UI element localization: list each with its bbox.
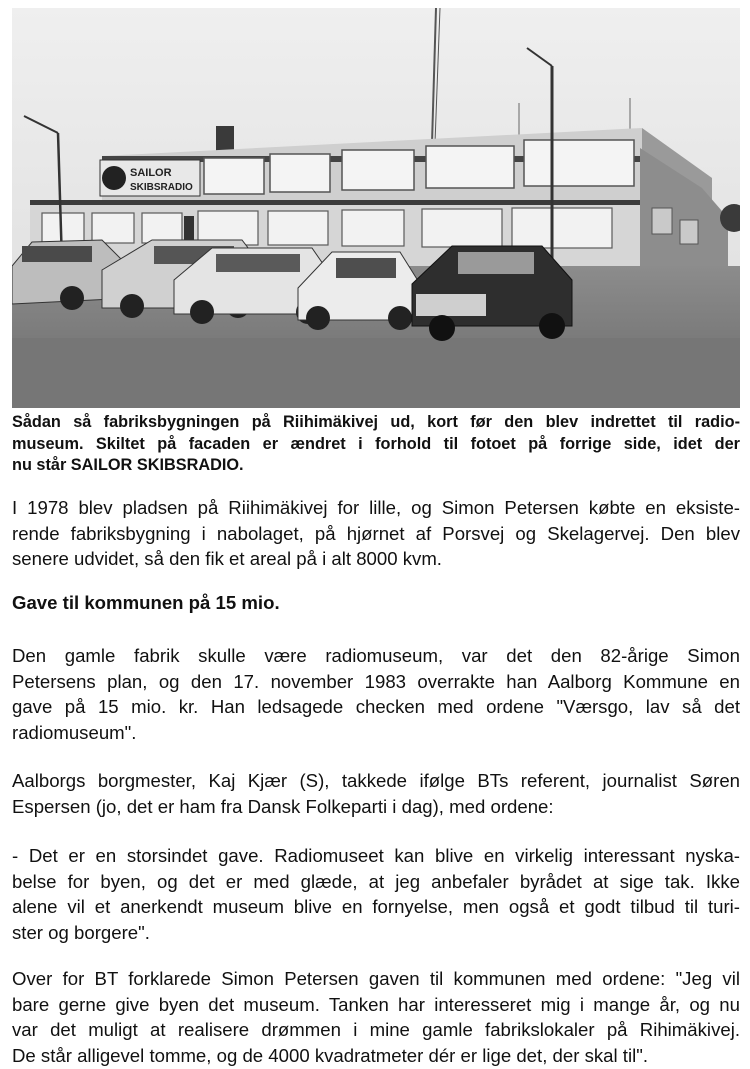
paragraph-1	[12, 495, 740, 572]
paragraph-3	[12, 768, 740, 819]
paragraph-line: Over for BT forklarede Simon Petersen gaven til kommunen med ordene: "Jeg vil	[12, 968, 740, 989]
paragraph-line: belse for byen, og det er med glæde, at jeg anbefaler byrådet at sige tak. Ikke	[12, 870, 740, 892]
photo-caption	[12, 412, 740, 477]
paragraph-2	[12, 643, 740, 745]
paragraph-line: Petersens plan, og den 17. november 1983 overrakte han Aalborg Kommune en	[12, 670, 740, 692]
paragraph-line: alene vil et anerkendt museum blive en fornyelse, men også et godt tilbud til turi-	[12, 896, 740, 917]
factory-photo	[12, 8, 740, 408]
paragraph-line: radiomuseum".	[12, 721, 137, 743]
caption-line: Sådan så fabriksbygningen på Riihimäkivej ud, kort før den blev indrettet til radio-	[12, 413, 740, 431]
paragraph-line: rende fabriksbygning i nabolaget, på hjørnet af Porsvej og Skelagervej. Den blev	[12, 522, 740, 544]
paragraph-line: Aalborgs borgmester, Kaj Kjær (S), takkede ifølge BTs referent, journalist Søren	[12, 770, 740, 791]
paragraph-line: senere udvidet, så den fik et areal på i alt 8000 kvm.	[12, 548, 442, 569]
paragraph-line: var det muligt at realisere drømmen i mine gamle fabrikslokaler på Rihimäkivej.	[12, 1019, 740, 1040]
paragraph-line: Den gamle fabrik skulle være radiomuseum, var det den 82-årige Simon	[12, 645, 740, 666]
caption-line: museum. Skiltet på facaden er ændret i forhold til fotoet på forrige side, idet der	[12, 434, 740, 453]
paragraph-line: bare gerne give byen det museum. Tanken har interesseret mig i mange år, og nu	[12, 993, 740, 1015]
paragraph-4	[12, 843, 740, 945]
paragraph-line: Espersen (jo, det er ham fra Dansk Folkeparti i dag), med ordene:	[12, 795, 554, 817]
paragraph-line: gave på 15 mio. kr. Han ledsagede checken med ordene "Værsgo, lav så det	[12, 696, 740, 717]
caption-line: nu står SAILOR SKIBSRADIO.	[12, 456, 244, 474]
paragraph-5	[12, 966, 740, 1068]
paragraph-line: I 1978 blev pladsen på Riihimäkivej for lille, og Simon Petersen købte en eksiste-	[12, 497, 740, 518]
paragraph-line: - Det er en storsindet gave. Radiomuseet kan blive en virkelig interessant nyska-	[12, 845, 740, 866]
paragraph-line: ster og borgere".	[12, 921, 150, 943]
paragraph-line: De står alligevel tomme, og de 4000 kvadratmeter dér er lige det, der skal til".	[12, 1044, 648, 1066]
sign-text-sailor: SAILOR	[130, 167, 172, 179]
section-heading: Gave til kommunen på 15 mio.	[12, 592, 280, 613]
sign-text-skibsradio: SKIBSRADIO	[130, 182, 193, 193]
